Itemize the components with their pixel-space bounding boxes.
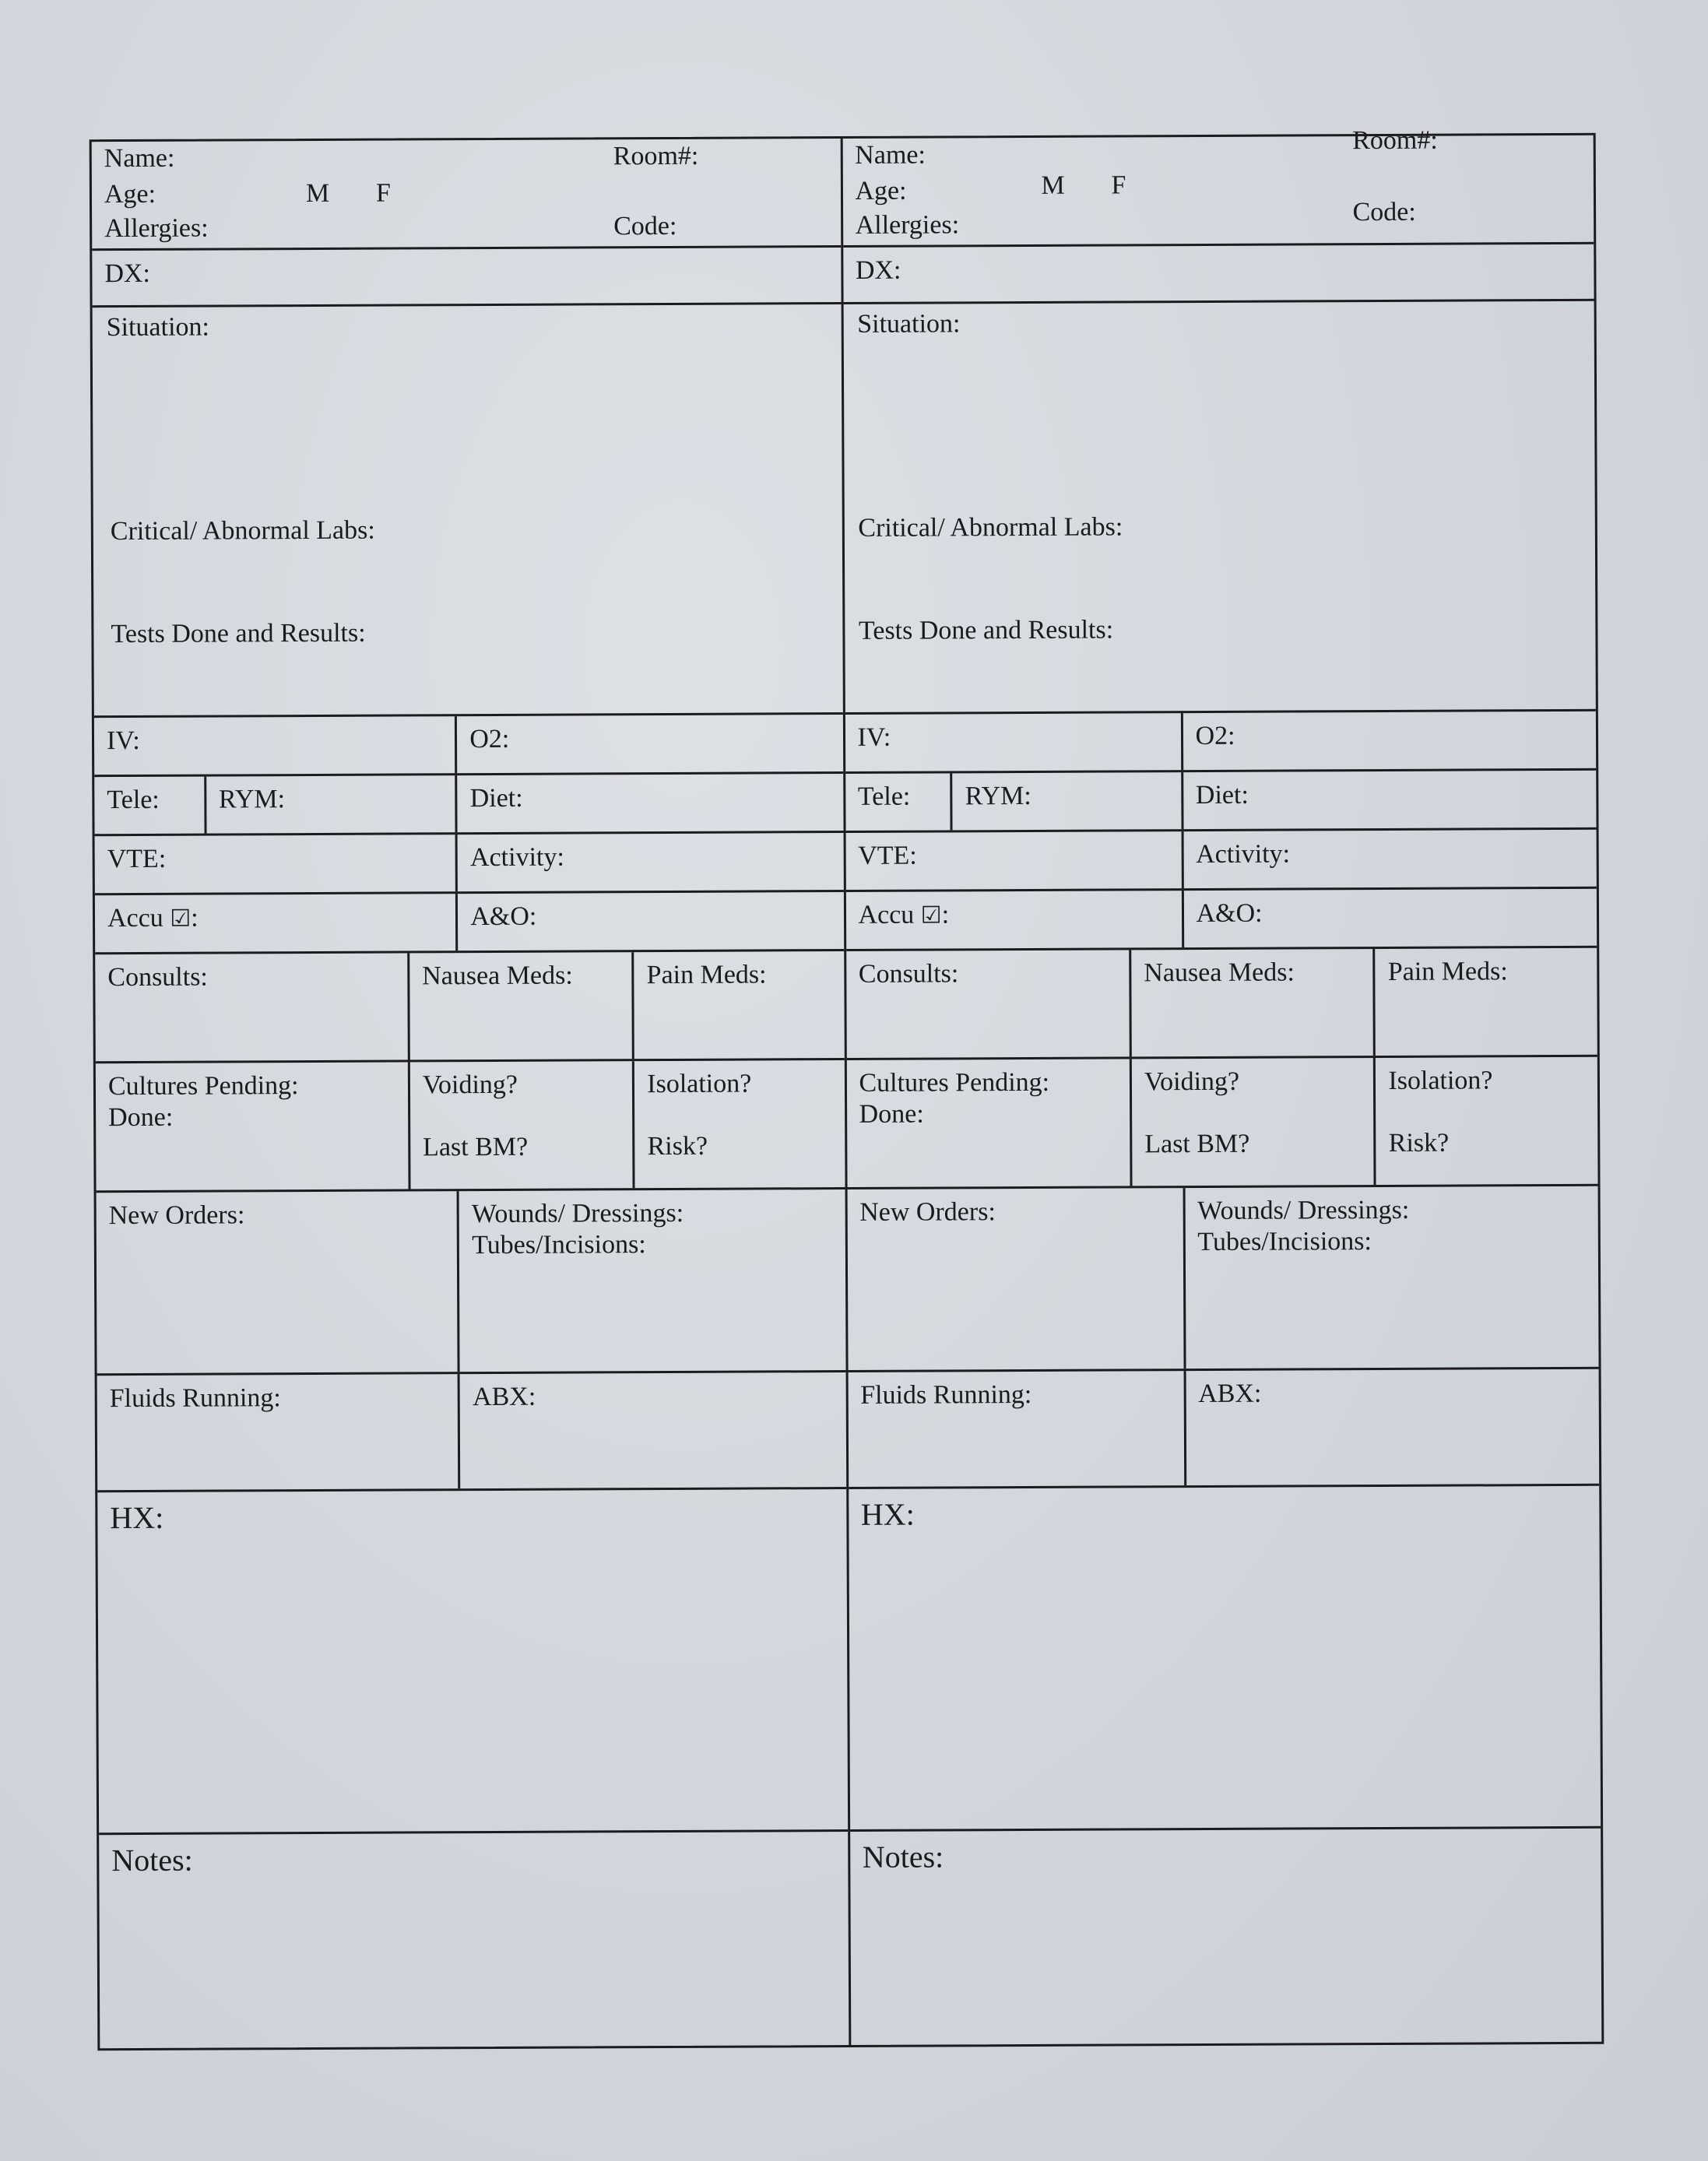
o2-label: O2: [469, 724, 510, 754]
critical-labs-label: Critical/ Abnormal Labs: [858, 512, 1123, 543]
nausea-meds-label: Nausea Meds: [422, 961, 573, 991]
notes-label: Notes: [862, 1839, 944, 1875]
accu-field[interactable] [845, 891, 1183, 949]
pain-meds-field[interactable] [1376, 948, 1597, 1056]
vte-activity-row [845, 830, 1597, 892]
diet-label: Diet: [469, 783, 523, 813]
vte-field[interactable] [95, 835, 459, 893]
tele-field[interactable] [94, 777, 206, 835]
last-bm-label: Last BM? [1144, 1129, 1250, 1159]
diet-field[interactable] [458, 774, 843, 832]
fluids-field[interactable] [97, 1374, 461, 1490]
wounds-label: Wounds/ Dressings: [1197, 1195, 1410, 1226]
nausea-meds-label: Nausea Meds: [1144, 958, 1295, 988]
ao-label: A&O: [1196, 898, 1263, 929]
orders-row [97, 1189, 846, 1376]
new-orders-label: New Orders: [108, 1200, 245, 1231]
o2-label: O2: [1195, 721, 1235, 751]
dx-field[interactable] [92, 248, 841, 307]
header-block [92, 139, 841, 251]
dx-label: DX: [855, 255, 901, 285]
tests-label: Tests Done and Results: [858, 615, 1114, 645]
rym-field[interactable] [206, 775, 455, 833]
tubes-label: Tubes/Incisions: [472, 1230, 646, 1260]
tubes-label: Tubes/Incisions: [1197, 1227, 1372, 1257]
consults-field[interactable] [846, 950, 1132, 1058]
meds-row [95, 951, 844, 1063]
abx-field[interactable] [1186, 1369, 1599, 1485]
accu-label: Accu [858, 900, 915, 929]
patient-panel-right [842, 125, 1601, 2045]
cultures-row [846, 1057, 1597, 1189]
checkbox-icon[interactable]: ☑ [920, 901, 942, 929]
situation-block[interactable] [93, 304, 843, 718]
tele-field[interactable] [845, 773, 953, 831]
patient-panel-left [92, 139, 851, 2048]
consults-label: Consults: [107, 962, 208, 993]
abx-field[interactable] [460, 1372, 846, 1488]
sex-male[interactable]: M [1041, 170, 1065, 200]
name-label: Name: [855, 140, 926, 170]
tele-diet-row [94, 774, 843, 836]
abx-label: ABX: [472, 1382, 536, 1412]
sex-female[interactable]: F [1111, 170, 1126, 200]
tele-label: Tele: [107, 785, 160, 815]
allergies-label: Allergies: [855, 210, 960, 240]
fluids-row [97, 1372, 846, 1492]
new-orders-field[interactable] [847, 1188, 1186, 1370]
vte-field[interactable] [845, 831, 1183, 890]
tests-label: Tests Done and Results: [111, 618, 366, 649]
pain-meds-label: Pain Meds: [646, 960, 767, 990]
hx-label: HX: [860, 1496, 915, 1532]
notes-field[interactable] [99, 1832, 849, 2048]
notes-label: Notes: [111, 1842, 193, 1878]
code-label: Code: [613, 211, 677, 241]
done-label: Done: [108, 1102, 174, 1133]
accu-field[interactable] [95, 894, 459, 952]
tele-diet-row [845, 771, 1597, 833]
situation-label: Situation: [857, 309, 961, 339]
activity-label: Activity: [469, 842, 564, 873]
cultures-field[interactable] [96, 1062, 411, 1190]
voiding-label: Voiding? [422, 1070, 518, 1100]
notes-field[interactable] [850, 1829, 1602, 2045]
consults-field[interactable] [95, 953, 409, 1061]
done-label: Done: [859, 1099, 924, 1129]
isolation-label: Isolation? [647, 1069, 752, 1099]
iv-field[interactable] [94, 716, 458, 775]
iv-label: IV: [106, 726, 140, 756]
tele-rym-group [94, 775, 458, 834]
tele-rym-group [845, 772, 1183, 831]
accu-label: Accu [107, 903, 163, 933]
hx-label: HX: [110, 1499, 164, 1536]
orders-row [847, 1186, 1599, 1372]
new-orders-field[interactable] [97, 1191, 460, 1373]
o2-field[interactable] [1183, 712, 1596, 770]
activity-field[interactable] [458, 833, 843, 891]
rym-label: RYM: [965, 781, 1031, 811]
ao-field[interactable] [458, 892, 843, 950]
cultures-field[interactable] [846, 1059, 1132, 1187]
isolation-field[interactable] [1376, 1057, 1597, 1185]
wounds-field[interactable] [459, 1189, 845, 1372]
rym-field[interactable] [953, 772, 1181, 830]
voiding-label: Voiding? [1144, 1066, 1240, 1097]
vte-label: VTE: [107, 844, 167, 874]
accu-colon: : [941, 900, 950, 929]
fluids-label: Fluids Running: [109, 1383, 281, 1414]
last-bm-label: Last BM? [423, 1132, 529, 1162]
nausea-meds-field[interactable] [1131, 949, 1376, 1056]
activity-label: Activity: [1196, 839, 1291, 870]
accu-colon: : [191, 903, 199, 933]
room-label: Room#: [1352, 125, 1438, 156]
situation-label: Situation: [106, 312, 210, 343]
fluids-label: Fluids Running: [860, 1379, 1032, 1410]
iv-o2-row [94, 715, 843, 777]
diet-label: Diet: [1195, 780, 1249, 810]
meds-row [846, 948, 1597, 1060]
pain-meds-field[interactable] [634, 951, 844, 1059]
new-orders-label: New Orders: [859, 1197, 996, 1227]
age-label: Age: [104, 179, 156, 209]
abx-label: ABX: [1198, 1379, 1262, 1409]
fluids-row [848, 1369, 1599, 1489]
iv-field[interactable] [845, 713, 1183, 771]
accu-ao-row [95, 892, 844, 954]
cultures-pending-label: Cultures Pending: [859, 1067, 1050, 1098]
header-block [842, 125, 1594, 248]
iv-o2-row [845, 712, 1596, 774]
risk-label: Risk? [1388, 1128, 1450, 1158]
report-sheet [90, 125, 1604, 2050]
dx-field[interactable] [843, 244, 1594, 304]
checkbox-icon[interactable]: ☑ [170, 905, 192, 933]
hx-field[interactable] [849, 1486, 1601, 1832]
sex-male[interactable]: M [305, 178, 330, 209]
name-label: Name: [104, 143, 175, 174]
room-label: Room#: [613, 141, 699, 171]
hx-field[interactable] [97, 1489, 847, 1835]
diet-field[interactable] [1183, 771, 1597, 829]
wounds-label: Wounds/ Dressings: [471, 1198, 684, 1229]
o2-field[interactable] [457, 715, 842, 773]
accu-ao-row [845, 889, 1597, 951]
cultures-row [96, 1060, 845, 1193]
voiding-field[interactable] [1132, 1058, 1376, 1186]
voiding-field[interactable] [410, 1061, 635, 1189]
cultures-pending-label: Cultures Pending: [107, 1071, 299, 1102]
code-label: Code: [1352, 197, 1416, 227]
critical-labs-label: Critical/ Abnormal Labs: [110, 515, 375, 546]
nausea-meds-field[interactable] [409, 952, 634, 1059]
isolation-field[interactable] [634, 1060, 845, 1188]
tele-label: Tele: [857, 782, 911, 811]
sex-female[interactable]: F [375, 178, 391, 208]
pain-meds-label: Pain Meds: [1387, 957, 1508, 986]
consults-label: Consults: [858, 959, 959, 989]
isolation-label: Isolation? [1388, 1066, 1493, 1095]
ao-field[interactable] [1183, 889, 1597, 947]
activity-field[interactable] [1183, 830, 1597, 888]
fluids-field[interactable] [848, 1371, 1186, 1487]
rym-label: RYM: [218, 785, 286, 814]
vte-label: VTE: [858, 841, 917, 870]
dx-label: DX: [104, 258, 151, 289]
risk-label: Risk? [647, 1131, 708, 1161]
iv-label: IV: [857, 722, 891, 752]
wounds-field[interactable] [1185, 1186, 1598, 1369]
vte-activity-row [95, 833, 844, 895]
situation-block[interactable] [843, 301, 1596, 715]
ao-label: A&O: [470, 901, 537, 932]
age-label: Age: [855, 176, 907, 206]
allergies-label: Allergies: [104, 213, 209, 244]
